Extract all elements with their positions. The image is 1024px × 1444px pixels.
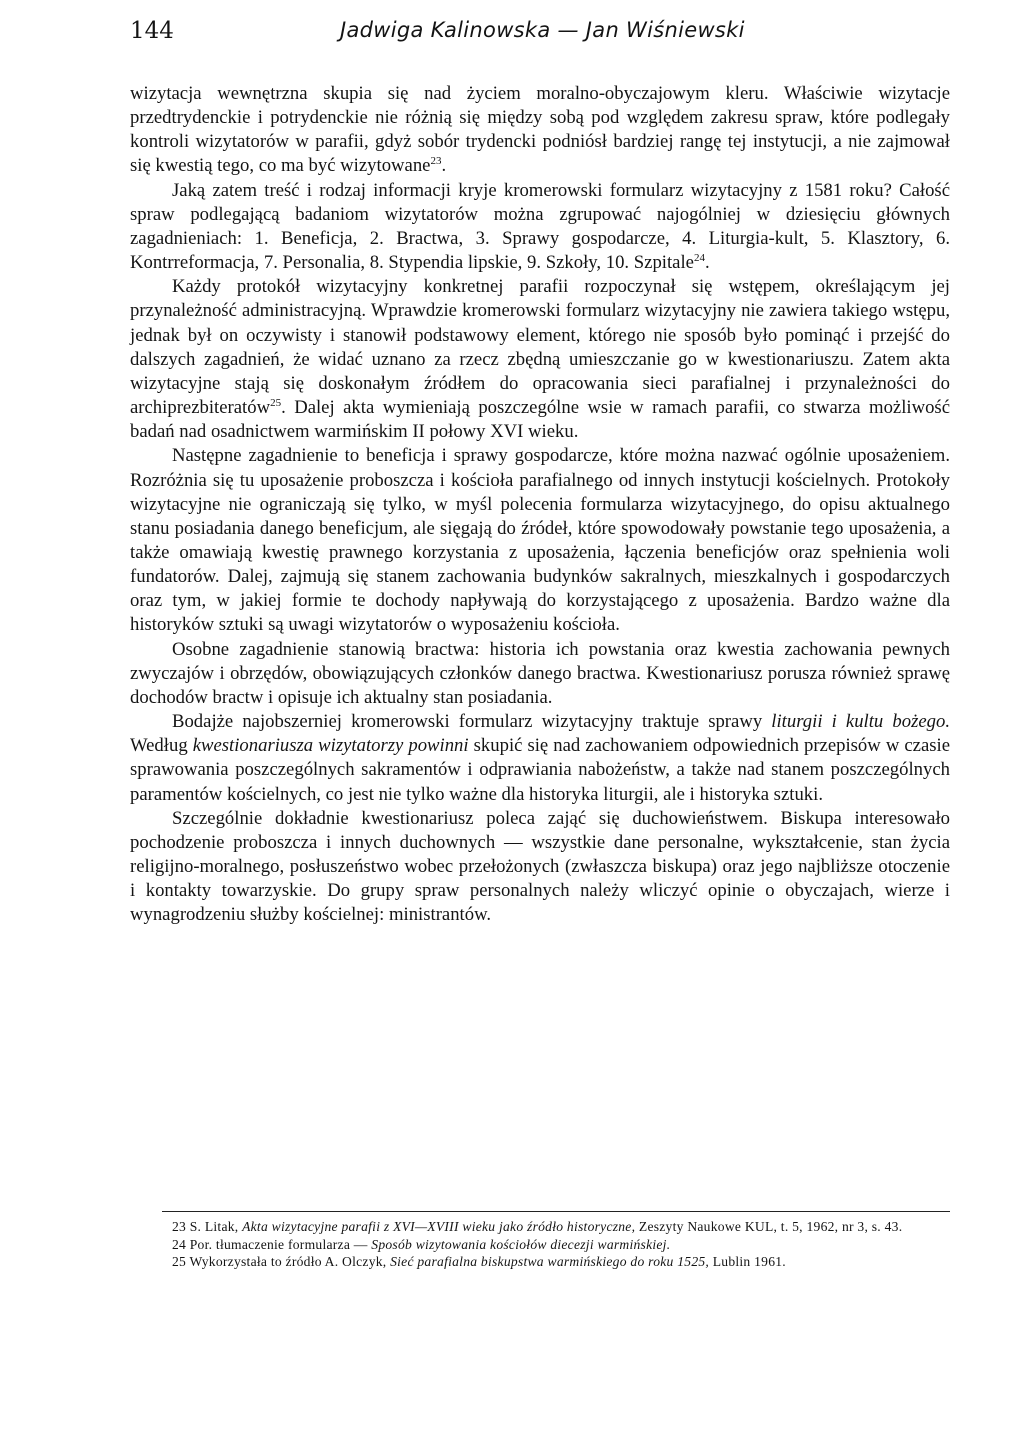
italic-text: Sposób wizytowania kościołów diecezji warmińskiej. <box>371 1236 671 1252</box>
text-run: . Dalej akta wymieniają poszczególne wsie w ramach parafii, co stwarza możliwość badań nad osadnictwem warmińskim II połowy XVI wieku. <box>130 397 950 443</box>
text-run: Następne zagadnienie to beneficja i sprawy gospodarcze, które można nazwać ogólnie uposażeniem. Rozróżnia się tu uposażenie proboszcza i kościoła parafialnego od innych instytucji kościelnych. Protokoły wizytacyjne nie ograniczają się tylko, w myśl polecenia formularza wizytacyjnego, do opisu aktualnego stanu posiadania danego beneficjum, ale sięgają do źródeł, które spowodowały powstanie tego uposażenia, a także omawiają kwestię prawnego korzystania z uposażenia, łączenia beneficjów oraz spełnienia woli fundatorów. Dalej, zajmują się stanem zachowania budynków sakralnych, mieszkalnych i gospodarczych oraz tym, w jakiej formie te dochody napływają do korzystającego z uposażenia. Bardzo ważne dla historyków sztuki są uwagi wizytatorów o wyposażeniu kościoła. <box>130 445 950 636</box>
text-run: Jaką zatem treść i rodzaj informacji kryje kromerowski formularz wizytacyjny z 1581 roku? Całość spraw podlegającą badaniom wizytatorów można zgrupować najogólniej w dziesięciu głównych zagadnieniach: 1. Beneficja, 2. Bractwa, 3. Sprawy gospodarcze, 4. Liturgia-kult, 5. Klasztory, 6. Kontrreformacja, 7. Personalia, 8. Stypendia lipskie, 9. Szkoły, 10. Szpitale <box>130 179 950 274</box>
page-number: 144 <box>130 18 174 44</box>
paragraph <box>130 710 950 807</box>
paragraph <box>130 275 950 444</box>
footnote-reference: 24 <box>693 252 705 265</box>
text-run: Zeszyty Naukowe KUL, t. 5, 1962, nr 3, s. 43. <box>635 1219 903 1234</box>
body-text <box>130 82 950 927</box>
footnote <box>130 1218 950 1236</box>
text-run: 24 Por. tłumaczenie formularza — <box>172 1236 372 1252</box>
text-run: Lublin 1961. <box>709 1254 786 1269</box>
text-run: Każdy protokół wizytacyjny konkretnej parafii rozpoczynał się wstępem, określającym jej przynależność administracyjną. Wprawdzie kromerowski formularz wizytacyjny nie zawiera takiego wstępu, jednak był on oczywisty i stanowił podstawowy element, którego nie sposób było pominąć i przejść do dalszych zagadnień, że widać uznano za rzecz zbędną umieszczanie go w kwestionariuszu. Zatem akta wizytacyjne stają się doskonałym źródłem do opracowania sieci parafialnej i przynależności do archiprezbiteratów <box>130 276 950 419</box>
italic-text: Sieć parafialna biskupstwa warmińskiego do roku 1525, <box>390 1254 710 1269</box>
text-run: . <box>704 252 710 274</box>
paragraph <box>130 807 950 928</box>
italic-text: liturgii i kultu bożego. <box>771 711 951 733</box>
text-run: . <box>441 155 447 177</box>
text-run: Według <box>130 735 193 757</box>
text-run: wizytacja wewnętrzna skupia się nad życiem moralno-obyczajowym kleru. Właściwie wizytacje przedtrydenckie i potrydenckie nie różnią się między sobą pod względem zakresu spraw, które podlegały kontroli wizytatorów w parafii, gdyż sobór trydencki podniósł bardziej rangę tej instytucji, a nie zajmował się kwestią tego, co ma być wizytowane <box>130 83 950 177</box>
text-run: Bodajże najobszerniej kromerowski formularz wizytacyjny traktuje sprawy <box>172 711 772 733</box>
text-run: Osobne zagadnienie stanowią bractwa: historia ich powstania oraz kwestia zachowania pewnych zwyczajów i obrzędów, obowiązujących członków danego bractwa. Kwestionariusz porusza również sprawę dochodów bractw i opisuje ich aktualny stan posiadania. <box>130 638 950 708</box>
paragraph <box>130 179 950 276</box>
italic-text: Akta wizytacyjne parafii z XVI—XVIII wieku jako źródło historyczne, <box>242 1219 636 1234</box>
footnote <box>130 1236 950 1254</box>
footnote <box>130 1253 950 1271</box>
footnote-reference: 25 <box>270 397 282 410</box>
paragraph <box>130 444 950 637</box>
footnote-divider <box>162 1211 950 1212</box>
text-run: 23 S. Litak, <box>172 1219 243 1234</box>
footnote-reference: 23 <box>430 155 442 168</box>
paragraph <box>130 638 950 710</box>
italic-text: kwestionariusza wizytatorzy powinni <box>192 735 469 757</box>
footnotes <box>130 1218 950 1271</box>
page-header <box>130 14 950 54</box>
text-run: 25 Wykorzystała to źródło A. Olczyk, <box>172 1254 391 1269</box>
running-head: Jadwiga Kalinowska — Jan Wiśniewski <box>340 18 745 42</box>
text-run: Szczególnie dokładnie kwestionariusz poleca zająć się duchowieństwem. Biskupa interesowało pochodzenie proboszcza i innych duchownych — wszystkie dane personalne, wykształcenie, stan życia religijno-moralnego, posłuszeństwo wobec przełożonych (zwłaszcza biskupa) oraz jego najbliższe otoczenie i kontakty towarzyskie. Do grupy spraw personalnych należy wliczyć opinie o obyczajach, wierze i wynagrodzeniu służby kościelnej: ministrantów. <box>130 807 950 926</box>
text-run: skupić się nad zachowaniem odpowiednich przepisów w czasie sprawowania poszczególnych sakramentów i odprawiania nabożeństw, a także nad stanem poszczególnych paramentów kościelnych, co jest nie tylko ważne dla historyka liturgii, ale i historyka sztuki. <box>130 735 950 805</box>
paragraph <box>130 82 950 179</box>
